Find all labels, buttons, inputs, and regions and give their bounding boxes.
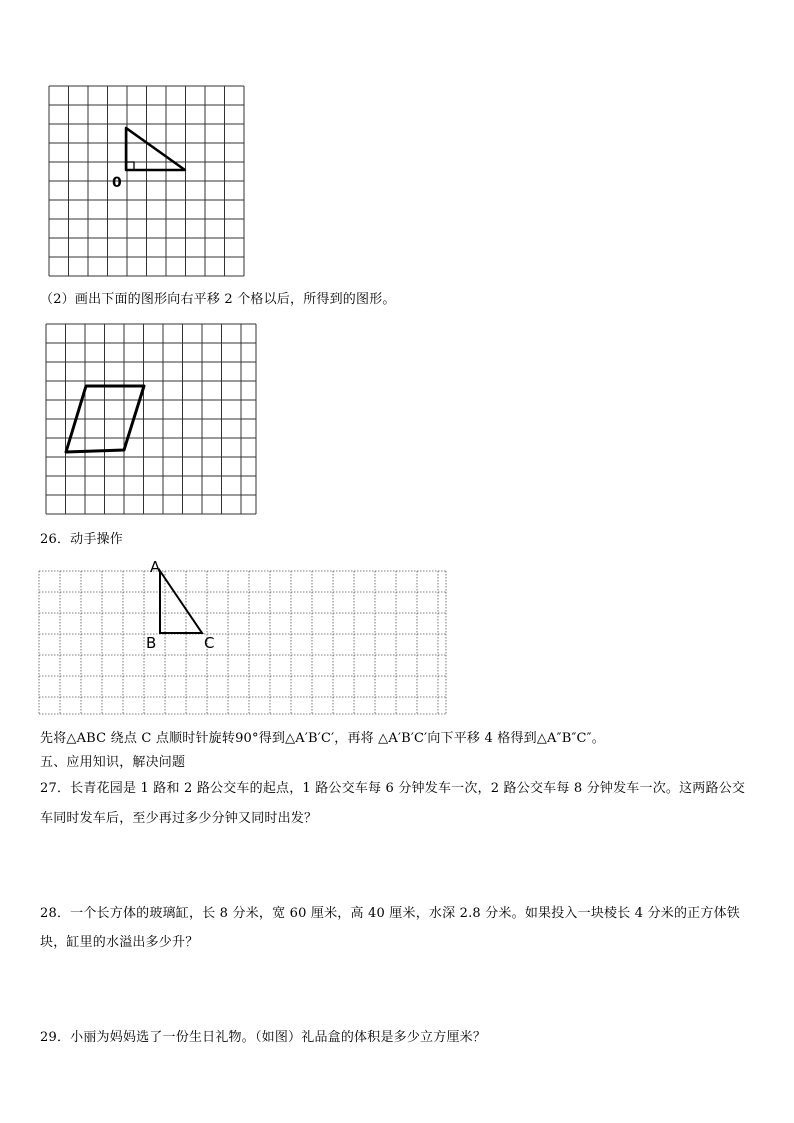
q29-line1: 29．小丽为妈妈选了一份生日礼物。（如图）礼品盒的体积是多少立方厘米？	[40, 1030, 487, 1045]
label-b: B	[146, 634, 157, 652]
q25-part2-text: （2）画出下面的图形向右平移 2 个格以后，所得到的图形。	[40, 292, 396, 307]
right-triangle	[126, 128, 185, 170]
q28-line2: 块，缸里的水溢出多少升？	[40, 935, 199, 950]
q27-line1: 27．长青花园是 1 路和 2 路公交车的起点，1 路公交车每 6 分钟发车一次，2 路公交车每 8 分钟发车一次。这两路公交	[40, 781, 746, 796]
section-5-heading: 五、应用知识，解决问题	[40, 755, 186, 770]
dotted-grid-lines	[39, 571, 446, 714]
grid-lines	[49, 86, 244, 276]
q27-line2: 车同时发车后，至少再过多少分钟又同时出发？	[40, 811, 318, 826]
label-a: A	[150, 558, 161, 576]
label-c: C	[204, 634, 215, 652]
q26-title: 26．动手操作	[40, 532, 123, 547]
q28-line1: 28．一个长方体的玻璃缸，长 8 分米，宽 60 厘米，高 40 厘米，水深 2.8 分米。如果投入一块棱长 4 分米的正方体铁	[40, 906, 740, 921]
origin-label: 0	[112, 175, 122, 191]
grid-right-triangle	[44, 82, 254, 282]
q26-instruction: 先将△ABC 绕点 C 点顺时针旋转90°得到△A′B′C′，再将 △A′B′C′向下平移 4 格得到△A″B″C″。	[40, 731, 605, 746]
grid-triangle-abc	[36, 556, 452, 718]
grid-parallelogram	[42, 320, 262, 520]
triangle-abc	[160, 571, 202, 633]
